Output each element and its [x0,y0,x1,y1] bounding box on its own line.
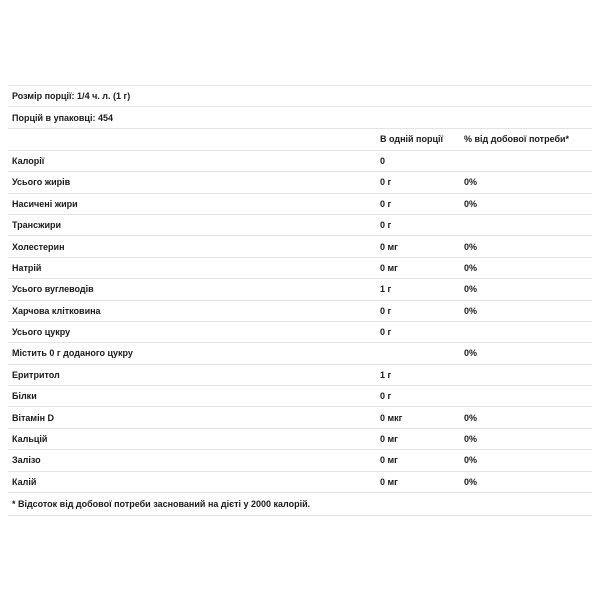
nutrient-name: Усього вуглеводів [12,284,94,295]
nutrient-daily-value: 0% [464,348,478,359]
nutrient-amount: 1 г [380,284,392,295]
footnote-text: * Відсоток від добової потреби заснований на дієті у 2000 калорій. [12,499,311,510]
nutrient-daily-value: 0% [464,177,478,188]
nutrient-daily-value: 0% [464,455,478,466]
table-row [8,258,592,279]
nutrient-amount: 0 г [380,305,392,316]
table-row [8,194,592,215]
nutrient-amount: 0 мг [380,434,398,445]
table-row [8,386,592,407]
table-row [8,343,592,364]
nutrient-rows [8,151,592,493]
nutrient-amount: 0 мг [380,476,398,487]
nutrient-amount: 0 г [380,327,392,338]
nutrient-name: Усього цукру [12,327,71,338]
nutrient-amount: 0 мг [380,455,398,466]
table-row [8,472,592,493]
table-row [8,301,592,322]
serving-size: Розмір порції: 1/4 ч. л. (1 г) [12,91,131,102]
nutrient-daily-value: 0% [464,241,478,252]
nutrient-name: Залізо [12,455,41,466]
footnote [8,493,592,516]
table-row [8,236,592,257]
nutrient-amount: 0 г [380,177,392,188]
nutrient-amount: 0 мг [380,262,398,273]
nutrient-amount: 0 г [380,220,392,231]
nutrition-facts-table [8,85,592,516]
nutrient-name: Холестерин [12,241,65,252]
header-per-serving: В одній порції [380,134,444,145]
table-row [8,279,592,300]
nutrient-name: Вітамін D [12,412,55,423]
table-row [8,215,592,236]
nutrient-amount: 0 г [380,391,392,402]
header-daily-value: % від добової потреби* [464,134,570,145]
nutrient-daily-value: 0% [464,476,478,487]
nutrient-name: Натрій [12,262,42,273]
table-header-row [8,129,592,151]
table-row [8,407,592,428]
nutrient-name: Калій [12,476,37,487]
serving-size-row [8,86,592,107]
nutrient-name: Харчова клітковина [12,305,101,316]
nutrient-amount: 0 мг [380,241,398,252]
nutrient-amount: 0 [380,155,386,166]
servings-per-container: Порцій в упаковці: 454 [12,112,113,123]
table-row [8,365,592,386]
nutrient-daily-value: 0% [464,412,478,423]
table-row [8,151,592,172]
nutrient-name: Трансжири [12,220,62,231]
nutrient-daily-value: 0% [464,198,478,209]
nutrient-name: Насичені жири [12,198,78,209]
nutrient-name: Усього жирів [12,177,71,188]
nutrient-name: Містить 0 г доданого цукру [12,348,133,359]
table-row [8,172,592,193]
table-row [8,429,592,450]
table-row [8,450,592,471]
nutrient-name: Кальцій [12,434,48,445]
nutrient-daily-value: 0% [464,262,478,273]
nutrient-daily-value: 0% [464,305,478,316]
servings-per-container-row [8,107,592,128]
nutrient-daily-value: 0% [464,284,478,295]
nutrient-amount: 0 г [380,198,392,209]
table-row [8,322,592,343]
nutrient-name: Білки [12,391,37,402]
nutrient-daily-value: 0% [464,434,478,445]
nutrient-name: Калорії [12,155,45,166]
nutrient-amount: 0 мкг [380,412,403,423]
nutrient-name: Еритритол [12,369,60,380]
nutrient-amount: 1 г [380,369,392,380]
